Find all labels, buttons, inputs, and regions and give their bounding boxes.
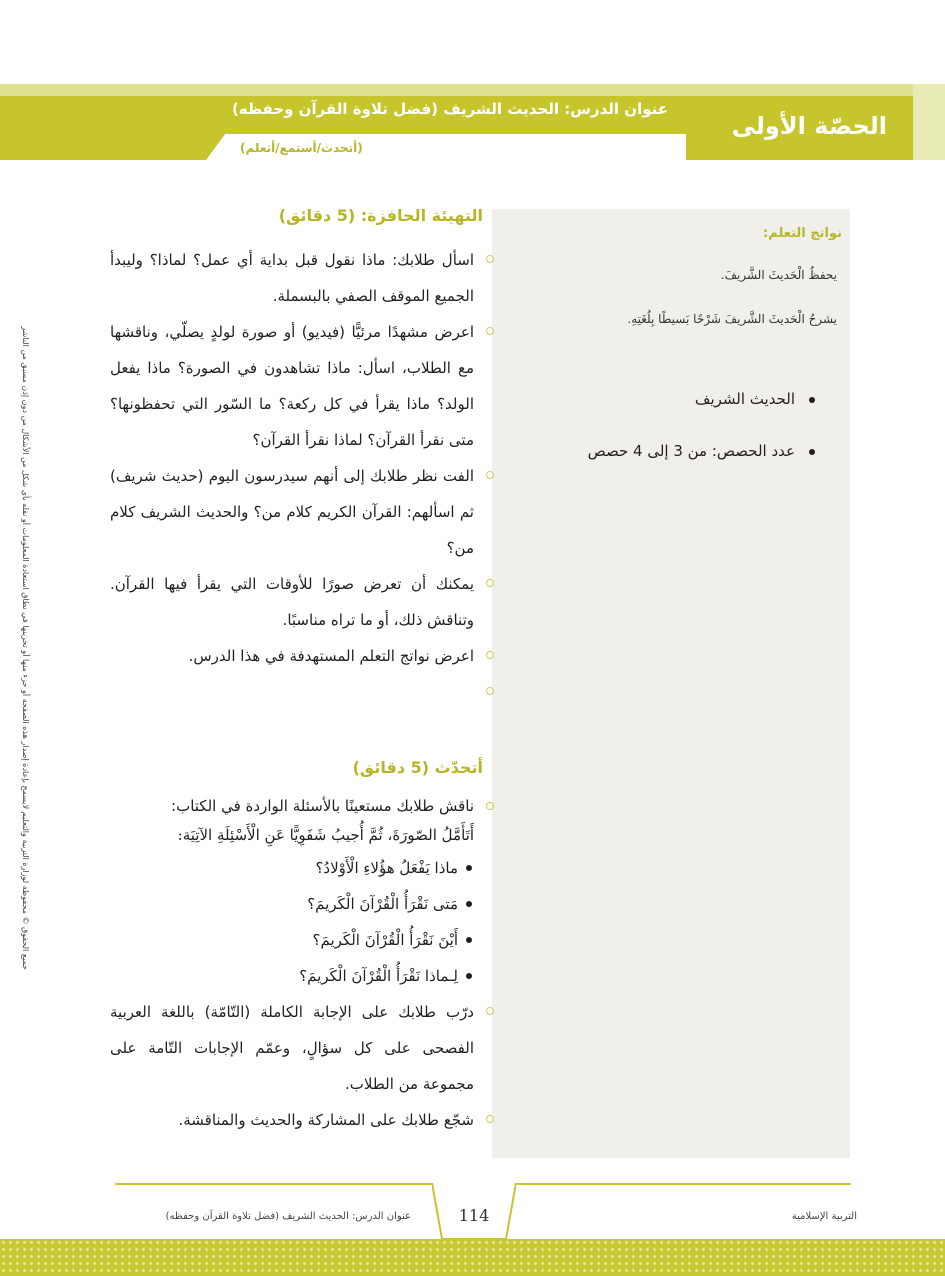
bottom-dot-pattern: [0, 1239, 945, 1276]
warmup-item: [110, 242, 474, 314]
learning-outcomes-panel: [492, 209, 850, 1158]
session-title: الحصّة الأولى: [731, 112, 887, 140]
warmup-item-text: اعرض نواتج التعلم المستهدفة في هذا الدرس.: [188, 647, 474, 665]
bullet-icon: [466, 937, 472, 943]
warmup-item-text: الفت نظر طلابك إلى أنهم سيدرسون اليوم (حديث شريف) ثم اسألهم: القرآن الكريم كلام من؟ والحديث الشريف كلام من؟: [110, 467, 474, 557]
outcomes-heading: نواتج التعلم:: [763, 226, 842, 241]
question-item: [110, 958, 474, 994]
bullet-icon: [466, 901, 472, 907]
ring-bullet-icon: [486, 579, 494, 587]
footer-lesson: عنوان الدرس: الحديث الشريف (فضل تلاوة القرآن وحفظه): [165, 1211, 411, 1222]
ring-bullet-icon: [486, 255, 494, 263]
speak-item: [110, 792, 474, 820]
speak-item-text: شجّع طلابك على المشاركة والحديث والمناقشة.: [178, 1111, 474, 1129]
warmup-item: [110, 638, 474, 674]
bullet-icon: [466, 973, 472, 979]
footer-rule-right: [515, 1183, 851, 1185]
warmup-item: [110, 314, 474, 458]
ring-bullet-icon: [486, 1115, 494, 1123]
speak-list: [110, 792, 474, 1138]
bullet-icon: [809, 449, 815, 455]
question-text: لِـماذا نَقْرَأُ الْقُرْآنَ الْكَريمَ؟: [299, 967, 458, 985]
bullet-icon: [466, 865, 472, 871]
bullet-icon: [809, 397, 815, 403]
warmup-item-text: اعرض مشهدًا مرئيًّا (فيديو) أو صورة لولدٍ يصلّي، وناقشها مع الطلاب، اسأل: ماذا تشاهدون في الصورة؟ ماذا يفعل الولد؟ ماذا يقرأ في كل ركعة؟ ما السّور التي تحفظونها؟ متى نقرأ القرآن؟ لماذا نقرأ القرآن؟: [110, 323, 474, 449]
warmup-item-text: اسأل طلابك: ماذا نقول قبل بداية أي عمل؟ لماذا؟ وليبدأ الجميع الموقف الصفي بالبسملة.: [110, 251, 474, 305]
sidebar-bullet-label: الحديث الشريف: [694, 390, 795, 408]
ring-bullet-icon: [486, 1007, 494, 1015]
warmup-item-text: يمكنك أن تعرض صورًا للأوقات التي يقرأ فيها القرآن. وتناقش ذلك، أو ما تراه مناسبًا.: [110, 575, 474, 629]
ring-bullet-icon: [486, 471, 494, 479]
book-instruction: أَتَأَمَّلُ الصّورَةَ، ثُمَّ أُجيبُ شَفَوِيًّا عَنِ الْأَسْئِلَةِ الآتِيَة:: [177, 826, 474, 844]
question-item: [110, 922, 474, 958]
ring-bullet-icon: [486, 651, 494, 659]
outcome-item: يشرحُ الْحَديثَ الشَّريفَ شَرْحًا بَسيطًا بِلُغَتِهِ.: [627, 312, 837, 326]
speak-item: [110, 1102, 474, 1138]
question-text: أَيْنَ نَقْرَأُ الْقُرْآنَ الْكَريمَ؟: [312, 931, 458, 949]
header-edge-strip: [913, 84, 945, 160]
warmup-item-empty: [110, 674, 474, 704]
copyright-note: جميع الحقوق © محفوظة لوزارة التربية والتعليم لايسمح بإعادة إصدار هذه الصفحة أو جزء منها أو تخزينها في نطاق استعادة المعلومات أو نقله بأي شكل من الأشكال من دون إذن مسبق من الناشر: [21, 326, 30, 970]
question-item: [110, 850, 474, 886]
warmup-list: [110, 242, 474, 704]
skills-label: (أتحدث/أستمع/أتعلم): [240, 141, 363, 155]
page-number: 114: [458, 1206, 490, 1225]
warmup-heading: التهيئة الحافزة: (5 دقائق): [278, 206, 483, 225]
header-highlight: [0, 84, 940, 96]
question-text: مَتى نَقْرَأُ الْقُرْآنَ الْكَريمَ؟: [307, 895, 458, 913]
sidebar-bullet: [695, 390, 815, 408]
warmup-item: [110, 458, 474, 566]
question-item: [110, 886, 474, 922]
speak-item-text: درّب طلابك على الإجابة الكاملة (التّامّة) باللغة العربية الفصحى على كل سؤالٍ، وعمّم الإجابات التّامة على مجموعة من الطلاب.: [110, 1003, 474, 1093]
sidebar-bullet-label: عدد الحصص: من 3 إلى 4 حصص: [587, 442, 795, 460]
ring-bullet-icon: [486, 802, 494, 810]
outcome-item: يحفظُ الْحَديثَ الشَّريفَ.: [720, 268, 837, 282]
sidebar-bullet: [588, 442, 815, 460]
footer-subject: التربية الإسلامية: [791, 1211, 857, 1222]
speak-item: [110, 994, 474, 1102]
speak-intro: ناقش طلابك مستعينًا بالأسئلة الواردة في الكتاب:: [171, 797, 474, 815]
speak-heading: أتحدّث (5 دقائق): [352, 758, 483, 777]
ring-bullet-icon: [486, 327, 494, 335]
warmup-item: [110, 566, 474, 638]
question-text: ماذا يَفْعَلُ هؤُلاءِ الْأَوْلادُ؟: [315, 859, 458, 877]
lesson-title: عنوان الدرس: الحديث الشريف (فضل تلاوة القرآن وحفظه): [231, 100, 668, 118]
ring-bullet-icon: [486, 687, 494, 695]
footer-rule-left: [115, 1183, 433, 1185]
